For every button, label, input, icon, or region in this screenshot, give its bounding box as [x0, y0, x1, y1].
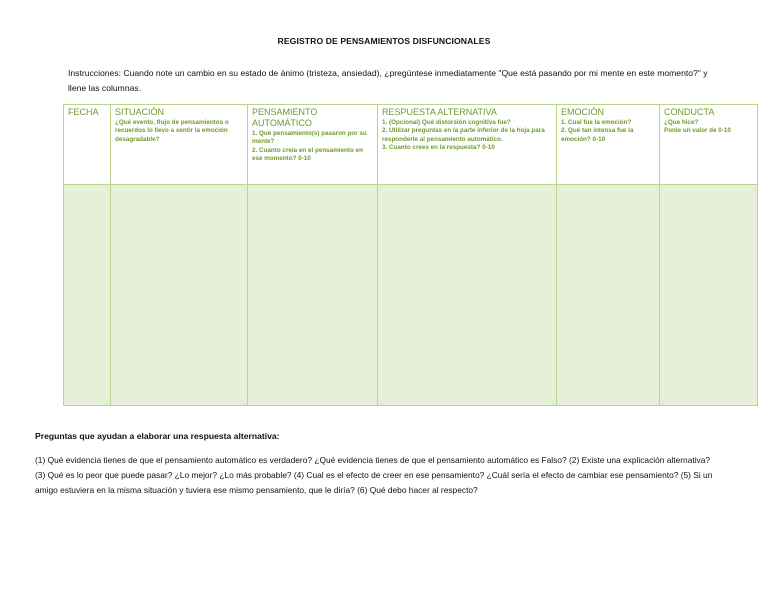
table-row — [64, 185, 758, 406]
column-header-respuesta — [378, 105, 557, 185]
column-header-conducta — [660, 105, 758, 185]
column-heading: CONDUCTA — [664, 107, 715, 117]
column-header-emocion — [557, 105, 660, 185]
column-heading: FECHA — [68, 107, 99, 117]
column-description: ¿Que hice? Ponle un valor de 0-10 — [664, 119, 731, 135]
column-heading: RESPUESTA ALTERNATIVA — [382, 107, 497, 117]
questions-heading: Preguntas que ayudan a elaborar una respuesta alternativa: — [35, 431, 280, 441]
column-header-fecha — [64, 105, 111, 185]
table-header-row — [64, 105, 758, 185]
entry-cell-conducta[interactable] — [660, 185, 758, 406]
column-description: 1. (Opcional) Qué distorsión cognitiva fue? 2. Utilizar preguntas en la parte inferior de la hoja para responderle al pensamiento automático. 3. Cuanto crees en la respuesta? 0-10 — [382, 119, 545, 151]
column-heading: EMOCIÓN — [561, 107, 605, 117]
entry-cell-fecha[interactable] — [64, 185, 111, 406]
column-heading: PENSAMIENTO AUTOMÁTICO — [252, 107, 318, 128]
column-heading: SITUACIÓN — [115, 107, 165, 117]
column-description: 1. Qué pensamiento(s) pasaron por su mente? 2. Cuanto creía en el pensamiento en ese momento? 0-10 — [252, 130, 367, 162]
column-header-situacion — [111, 105, 248, 185]
entry-cell-emocion[interactable] — [557, 185, 660, 406]
thought-record-table — [63, 104, 758, 406]
entry-cell-situacion[interactable] — [111, 185, 248, 406]
column-description: 1. Cual fue la emoción? 2. Qué tan intensa fue la emoción? 0-10 — [561, 119, 634, 143]
document-title: REGISTRO DE PENSAMIENTOS DISFUNCIONALES — [277, 36, 491, 46]
column-description: ¿Qué evento, flujo de pensamientos o recuerdos lo llevo a sentir la emoción desagradable? — [115, 119, 229, 143]
entry-cell-pensamiento[interactable] — [248, 185, 378, 406]
entry-cell-respuesta[interactable] — [378, 185, 557, 406]
instructions-text: Instrucciones: Cuando note un cambio en su estado de ánimo (tristeza, ansiedad), ¿pregúntese inmediatamente "Que está pasando por mi mente en este momento?" y llene las columnas. — [68, 68, 708, 93]
column-header-pensamiento — [248, 105, 378, 185]
questions-body: (1) Qué evidencia tienes de que el pensamiento automático es verdadero? ¿Qué evidencia tienes de que el pensamiento automático es Falso? (2) Existe una explicación alternativa? (3) Qué es lo peor que puede pasar? ¿Lo mejor? ¿Lo más probable? (4) Cual es el efecto de creer en ese pensamiento? ¿Cuál sería el efecto de cambiar ese pensamiento? (5) Si un amigo estuviera en la misma situación y tuviera ese mismo pensamiento, que le diría? (6) Qué debo hacer al respecto? — [35, 455, 713, 495]
